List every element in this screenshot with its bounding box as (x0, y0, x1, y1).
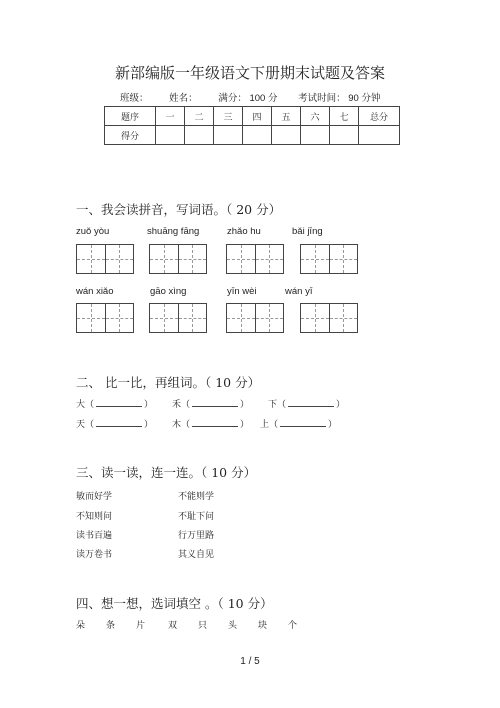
exam-time: 考试时间： 90 分钟 (298, 93, 381, 104)
writing-grid[interactable] (300, 244, 358, 274)
section-4-heading: 四、想一想，选词填空 。（ 10 分） (76, 596, 273, 611)
table-cell: 二 (185, 107, 214, 126)
table-cell: 七 (330, 107, 359, 126)
writing-grid[interactable] (76, 244, 134, 274)
section-3-heading: 三、读一读，连一连。（ 10 分） (76, 465, 257, 480)
score-cell[interactable] (330, 126, 359, 145)
score-cell[interactable] (301, 126, 330, 145)
compare-item: 天（ ） (76, 417, 153, 430)
pinyin-label: zuǒ yòu (76, 226, 110, 237)
word-option: 只 (198, 621, 208, 631)
compare-item: 上（ ） (260, 417, 337, 430)
word-option: 块 (258, 621, 268, 631)
table-cell: 五 (272, 107, 301, 126)
compare-item: 禾（ ） (172, 397, 249, 410)
score-cell[interactable] (272, 126, 301, 145)
word-option: 个 (288, 621, 298, 631)
score-cell[interactable] (359, 126, 400, 145)
compare-item: 木（ ） (172, 417, 249, 430)
answer-blank[interactable] (192, 397, 238, 407)
word-option: 条 (106, 621, 116, 631)
match-left[interactable]: 读书百遍 (76, 531, 113, 541)
pinyin-label: wán xiǎo (76, 286, 114, 297)
writing-grid[interactable] (226, 244, 284, 274)
table-cell: 一 (156, 107, 185, 126)
name-label: 姓名： (169, 93, 198, 104)
writing-grid[interactable] (226, 303, 284, 333)
word-option: 双 (168, 621, 178, 631)
table-cell: 题序 (105, 107, 156, 126)
word-option: 头 (228, 621, 238, 631)
writing-grid[interactable] (300, 303, 358, 333)
word-option: 朵 (76, 621, 86, 631)
match-right[interactable]: 不耻下问 (178, 512, 215, 522)
answer-blank[interactable] (192, 417, 238, 427)
table-cell: 总分 (359, 107, 400, 126)
table-cell: 三 (214, 107, 243, 126)
full-score: 满分： 100 分 (218, 93, 278, 104)
pinyin-label: zhǎo hu (227, 226, 261, 237)
page-title: 新部编版一年级语文下册期末试题及答案 (114, 64, 385, 82)
table-cell: 得分 (105, 126, 156, 145)
score-cell[interactable] (185, 126, 214, 145)
match-left[interactable]: 敏而好学 (76, 492, 113, 502)
pinyin-label: yīn wèi (227, 286, 257, 297)
compare-item: 下（ ） (268, 397, 345, 410)
match-left[interactable]: 读万卷书 (76, 550, 113, 560)
word-option: 片 (136, 621, 146, 631)
writing-grid[interactable] (149, 303, 207, 333)
score-cell[interactable] (156, 126, 185, 145)
answer-blank[interactable] (96, 417, 142, 427)
table-cell: 六 (301, 107, 330, 126)
info-line (120, 90, 398, 104)
writing-grid[interactable] (149, 244, 207, 274)
match-right[interactable]: 行万里路 (178, 531, 215, 541)
answer-blank[interactable] (280, 417, 326, 427)
match-right[interactable]: 其义自见 (178, 550, 215, 560)
answer-blank[interactable] (288, 397, 334, 407)
class-label: 班级： (120, 93, 149, 104)
pinyin-label: shuāng fāng (147, 226, 200, 237)
pinyin-label: bǎi jīng (292, 226, 323, 237)
writing-grid[interactable] (76, 303, 134, 333)
compare-item: 大（ ） (76, 397, 153, 410)
page-number: 1 / 5 (240, 656, 260, 667)
section-1-heading: 一、我会读拼音，写词语。（ 20 分） (76, 202, 282, 217)
match-right[interactable]: 不能则学 (178, 492, 215, 502)
pinyin-label: gāo xìng (150, 286, 187, 297)
score-table-header (105, 107, 400, 126)
answer-blank[interactable] (96, 397, 142, 407)
section-2-heading: 二、 比一比，再组词。（ 10 分） (76, 375, 261, 390)
score-table-row (105, 126, 400, 145)
score-cell[interactable] (214, 126, 243, 145)
match-left[interactable]: 不知则问 (76, 512, 113, 522)
table-cell: 四 (243, 107, 272, 126)
score-table (104, 106, 400, 145)
pinyin-label: wán yī (285, 286, 313, 297)
score-cell[interactable] (243, 126, 272, 145)
